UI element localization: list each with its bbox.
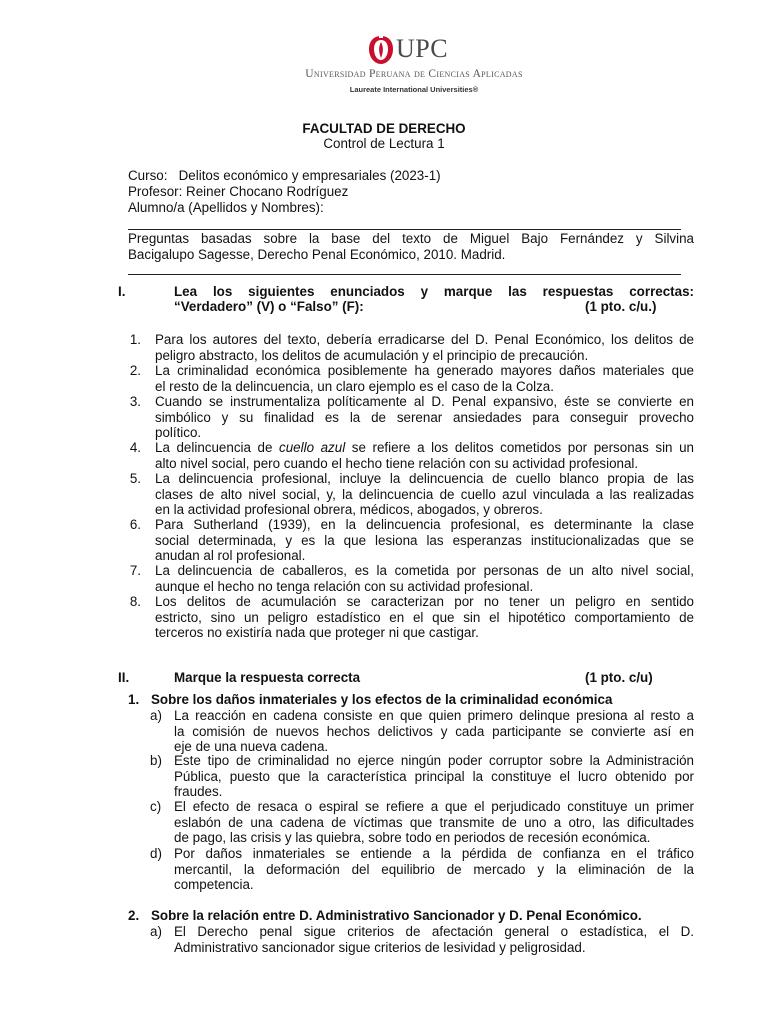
emphasis-text: cuello azul [279, 440, 346, 455]
course-line [128, 168, 441, 184]
statement-number: 3. [129, 394, 141, 409]
option-letter: a) [150, 708, 162, 723]
option-text [174, 799, 694, 846]
statement-item [155, 440, 694, 471]
option-line: El efecto de resaca o espiral se refiere a que el perjudicado constituye un primer [174, 799, 694, 814]
option-line: competencia. [174, 877, 254, 892]
statement-line: simbólico y su finalidad es la de serenar ansiedades para conseguir provecho [155, 409, 694, 425]
course-name: Delitos económico y empresariales (2023-1) [178, 168, 441, 183]
logo-university-name: Universidad Peruana de Ciencias Aplicadas [305, 68, 523, 80]
statement-number: 4. [129, 440, 141, 455]
option-line: Este tipo de criminalidad no ejerce ningún poder corruptor sobre la Administración [174, 753, 694, 768]
statement-line: La delincuencia de cuello azul se refiere a los delitos cometidos por personas sin un [155, 440, 694, 455]
statement-number: 7. [129, 563, 141, 578]
statement-line: político. [155, 425, 202, 440]
statement-item [155, 471, 694, 518]
upc-emblem-icon [368, 32, 394, 66]
section2-points: (1 pto. c/u) [585, 670, 653, 685]
section1-points: (1 pto. c/u.) [585, 299, 657, 314]
section1-title-line: Lea los siguientes enunciados y marque las respuestas correctas: [174, 284, 694, 299]
option-line: mercantil, la deformación del equilibrio de mercado y la eliminación de la [174, 861, 694, 877]
section1-title [174, 284, 694, 299]
divider [128, 274, 681, 275]
statement-line: Para Sutherland (1939), en la delincuencia profesional, es determinante la clase [155, 517, 694, 532]
statement-number: 6. [129, 517, 141, 532]
logo-network: Laureate International Universities® [349, 85, 479, 94]
statement-line: en la actividad profesional obrera, médicos, abogados, y obreros. [155, 502, 543, 517]
option-line: eje de una nueva cadena. [174, 739, 329, 754]
course-label: Curso: [128, 168, 168, 183]
statement-item [155, 563, 694, 594]
section2-numeral: II. [118, 670, 130, 685]
document-subtitle: Control de Lectura 1 [323, 136, 445, 151]
statement-item [155, 594, 694, 641]
statement-line: clases de alto nivel social, y, la delincuencia de cuello azul vinculada a las realizadas [155, 486, 694, 502]
statement-number: 5. [129, 471, 141, 486]
statement-line: La criminalidad económica posiblemente ha generado mayores daños materiales que [155, 363, 694, 378]
section1-title-line2: “Verdadero” (V) o “Falso” (F): [174, 299, 364, 314]
upc-logo [292, 32, 532, 94]
statement-item [155, 332, 694, 363]
student-line: Alumno/a (Apellidos y Nombres): [128, 200, 324, 215]
statement-line: La delincuencia profesional, incluye la delincuencia de cuello blanco propia de las [155, 471, 694, 486]
statement-line: social determinada, y es la que lesiona las esperanzas institucionalizadas que se [155, 532, 694, 548]
intro-paragraph [128, 231, 694, 262]
question2-title: Sobre la relación entre D. Administrativo Sancionador y D. Penal Económico. [151, 908, 642, 923]
option-line: El Derecho penal sigue criterios de afectación general o estadística, el D. [174, 924, 694, 939]
statement-line: alto nivel social, pero cuando el hecho tiene relación con su actividad profesional. [155, 455, 639, 471]
statement-number: 1. [129, 332, 141, 347]
statement-number: 8. [129, 594, 141, 609]
statement-line: anudan al rol profesional. [155, 548, 306, 563]
section1-numeral: I. [118, 284, 126, 299]
question1-title: Sobre los daños inmateriales y los efectos de la criminalidad económica [151, 692, 613, 707]
option-line: eslabón de una cadena de víctimas que transmite de uno a otro, las dificultades [174, 814, 694, 830]
option-letter: c) [150, 799, 162, 814]
option-letter: b) [150, 753, 162, 768]
statement-item [155, 517, 694, 564]
statement-line: el resto de la delincuencia, un claro ejemplo es el caso de la Colza. [155, 378, 554, 394]
statement-line: Para los autores del texto, debería erradicarse del D. Penal Económico, los delitos de [155, 332, 694, 347]
option-line: Administrativo sancionador sigue criterios de lesividad y peligrosidad. [174, 939, 586, 955]
intro-line: Preguntas basadas sobre la base del texto de Miguel Bajo Fernández y Silvina [128, 231, 694, 246]
divider [128, 229, 681, 230]
statement-number: 2. [129, 363, 141, 378]
statement-line: Los delitos de acumulación se caracterizan por no tener un peligro en sentido [155, 594, 694, 609]
logo-brand: UPC [396, 34, 449, 63]
section2-title: Marque la respuesta correcta [174, 670, 361, 685]
option-line: Pública, puesto que la característica principal la constituye el lucro obtenido por [174, 768, 694, 784]
professor-line: Profesor: Reiner Chocano Rodríguez [128, 184, 349, 199]
option-line: fraudes. [174, 784, 223, 799]
statement-item [155, 363, 694, 394]
statement-line: peligro abstracto, los delitos de acumulación y el principio de precaución. [155, 347, 589, 363]
statement-item [155, 394, 694, 441]
statement-line: aunque el hecho no tenga relación con su actividad profesional. [155, 578, 534, 594]
option-line: la comisión de nuevos hechos delictivos y cada participante se convierte así en [174, 723, 694, 739]
option-line: La reacción en cadena consiste en que quien primero delinque presiona al resto a [174, 708, 694, 723]
faculty-title: FACULTAD DE DERECHO [302, 121, 466, 136]
option-text [174, 753, 694, 800]
statement-line: La delincuencia de caballeros, es la cometida por personas de un alto nivel social, [155, 563, 694, 578]
question1-number: 1. [128, 692, 140, 707]
statement-line: Cuando se instrumentaliza políticamente al D. Penal expansivo, éste se convierte en [155, 394, 694, 409]
statement-line: terceros no existiría nada que proteger ni que castigar. [155, 625, 479, 640]
option-text [174, 708, 694, 755]
option-line: Por daños inmateriales se entiende a la pérdida de confianza en el tráfico [174, 846, 694, 861]
statement-line: estricto, sino un peligro estadístico en el que sin el hipotético comportamiento de [155, 609, 694, 625]
option-text [174, 846, 694, 893]
option-letter: d) [150, 846, 162, 861]
option-line: de pago, las crisis y las quiebra, sobre todo en periodos de recesión económica. [174, 830, 651, 845]
option-letter: a) [150, 924, 162, 939]
option-text [174, 924, 694, 955]
question2-number: 2. [128, 908, 140, 923]
intro-line: Bacigalupo Sagesse, Derecho Penal Económico, 2010. Madrid. [128, 246, 506, 262]
